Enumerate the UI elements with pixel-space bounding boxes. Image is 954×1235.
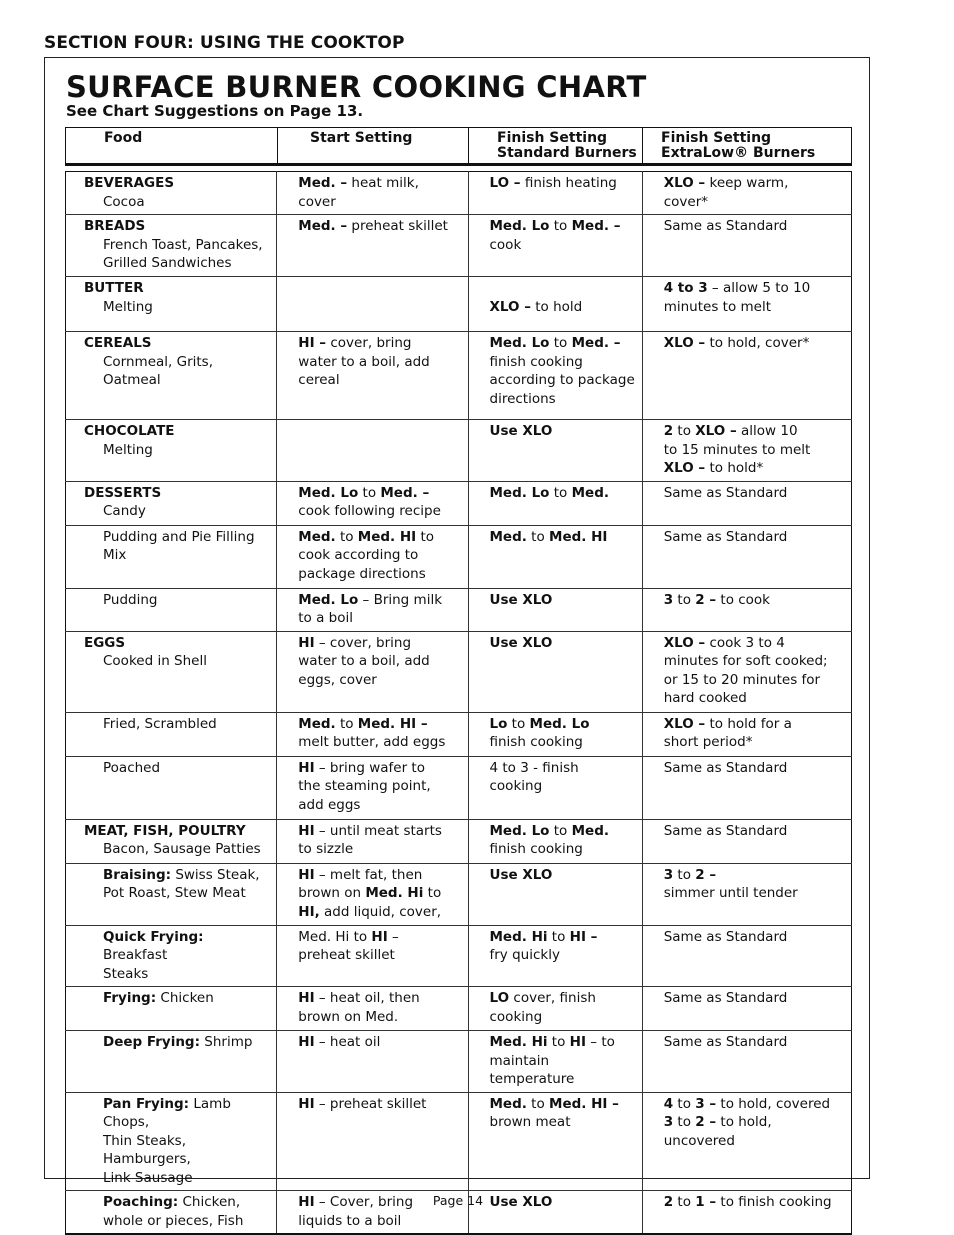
finish-extralow-cell: Same as Standard — [642, 215, 851, 277]
finish-extralow-cell: Same as Standard — [642, 525, 851, 588]
finish-standard-cell: Med. to Med. HI – brown meat — [468, 1092, 642, 1191]
start-setting-cell: Med. – heat milk, cover — [277, 172, 468, 215]
start-setting-cell: HI – until meat starts to sizzle — [277, 819, 468, 863]
finish-standard-cell: Use XLO — [468, 631, 642, 712]
finish-extralow-cell: Same as Standard — [642, 1031, 851, 1093]
start-setting-cell: Med. Hi to HI – preheat skillet — [277, 925, 468, 987]
chart-body — [66, 172, 852, 1235]
finish-extralow-cell: Same as Standard — [642, 819, 851, 863]
start-setting-cell: Med. – preheat skillet — [277, 215, 468, 277]
finish-extralow-cell: XLO – to hold, cover* — [642, 332, 851, 420]
finish-standard-cell: 4 to 3 - finish cooking — [468, 756, 642, 819]
table-row — [66, 863, 852, 925]
finish-extralow-cell: Same as Standard — [642, 925, 851, 987]
chart-title: SURFACE BURNER COOKING CHART — [66, 70, 647, 104]
food-cell: BEVERAGES Cocoa — [66, 172, 277, 215]
finish-standard-cell: Med. Hi to HI – to maintain temperature — [468, 1031, 642, 1093]
finish-standard-cell: LO – finish heating — [468, 172, 642, 215]
finish-standard-cell: Med. Lo to Med. — [468, 481, 642, 525]
table-row — [66, 712, 852, 756]
table-row — [66, 420, 852, 482]
finish-standard-cell: Lo to Med. Lo finish cooking — [468, 712, 642, 756]
table-header — [65, 127, 852, 166]
food-cell: Pudding and Pie Filling Mix — [66, 525, 277, 588]
start-setting-cell: HI – Cover, bring liquids to a boil — [277, 1191, 468, 1235]
finish-standard-cell: Use XLO — [468, 1191, 642, 1235]
header-food: Food — [104, 130, 143, 146]
finish-extralow-cell: 2 to 1 – to finish cooking — [642, 1191, 851, 1235]
header-start: Start Setting — [277, 128, 468, 164]
start-setting-cell: HI – melt fat, then brown on Med. Hi to HI, add liquid, cover, — [277, 863, 468, 925]
finish-standard-cell: Med. Lo to Med. finish cooking — [468, 819, 642, 863]
table-row — [66, 1092, 852, 1191]
food-cell: Pan Frying: Lamb Chops, Thin Steaks, Hamburgers, Link Sausage — [66, 1092, 277, 1191]
finish-standard-cell: Med. Lo to Med. – finish cooking according to package directions — [468, 332, 642, 420]
start-setting-cell — [277, 420, 468, 482]
finish-extralow-cell: 3 to 2 – to cook — [642, 588, 851, 631]
finish-extralow-cell: Same as Standard — [642, 756, 851, 819]
finish-extralow-cell: 4 to 3 – allow 5 to 10 minutes to melt — [642, 277, 851, 332]
table-row — [66, 332, 852, 420]
food-cell: Poached — [66, 756, 277, 819]
start-setting-cell: Med. Lo – Bring milk to a boil — [277, 588, 468, 631]
food-cell: CHOCOLATE Melting — [66, 420, 277, 482]
finish-standard-cell: Med. Hi to HI – fry quickly — [468, 925, 642, 987]
start-setting-cell: HI – bring wafer to the steaming point, add eggs — [277, 756, 468, 819]
finish-extralow-cell: Same as Standard — [642, 987, 851, 1031]
start-setting-cell: HI – heat oil — [277, 1031, 468, 1093]
start-setting-cell: HI – heat oil, then brown on Med. — [277, 987, 468, 1031]
food-cell: EGGS Cooked in Shell — [66, 631, 277, 712]
header-finish-extralow: Finish Setting ExtraLow® Burners — [642, 128, 851, 164]
start-setting-cell — [277, 277, 468, 332]
cooking-chart-table — [65, 171, 852, 1235]
table-row — [66, 631, 852, 712]
table-row — [66, 756, 852, 819]
finish-extralow-cell: 3 to 2 – simmer until tender — [642, 863, 851, 925]
start-setting-cell: Med. to Med. HI – melt butter, add eggs — [277, 712, 468, 756]
start-setting-cell: Med. Lo to Med. – cook following recipe — [277, 481, 468, 525]
table-row — [66, 1031, 852, 1093]
start-setting-cell: Med. to Med. HI to cook according to package directions — [277, 525, 468, 588]
food-cell: Deep Frying: Shrimp — [66, 1031, 277, 1093]
food-cell: Frying: Chicken — [66, 987, 277, 1031]
finish-standard-cell: XLO – to hold — [468, 277, 642, 332]
chart-subtitle: See Chart Suggestions on Page 13. — [66, 102, 364, 120]
finish-extralow-cell: XLO – cook 3 to 4 minutes for soft cooked; or 15 to 20 minutes for hard cooked — [642, 631, 851, 712]
page-number: Page 14 — [432, 1193, 484, 1208]
finish-extralow-cell: 4 to 3 – to hold, covered 3 to 2 – to hold, uncovered — [642, 1092, 851, 1191]
finish-extralow-cell: Same as Standard — [642, 481, 851, 525]
food-cell: BREADS French Toast, Pancakes, Grilled Sandwiches — [66, 215, 277, 277]
table-row — [66, 588, 852, 631]
start-setting-cell: HI – preheat skillet — [277, 1092, 468, 1191]
start-setting-cell: HI – cover, bring water to a boil, add eggs, cover — [277, 631, 468, 712]
finish-standard-cell: Use XLO — [468, 863, 642, 925]
finish-standard-cell: Use XLO — [468, 420, 642, 482]
food-cell: Pudding — [66, 588, 277, 631]
table-row — [66, 525, 852, 588]
section-title: SECTION FOUR: USING THE COOKTOP — [44, 33, 405, 53]
table-row — [66, 925, 852, 987]
finish-standard-cell: Med. to Med. HI — [468, 525, 642, 588]
food-cell: MEAT, FISH, POULTRY Bacon, Sausage Patties — [66, 819, 277, 863]
table-row — [66, 819, 852, 863]
finish-extralow-cell: 2 to XLO – allow 10 to 15 minutes to melt XLO – to hold* — [642, 420, 851, 482]
table-row — [66, 481, 852, 525]
start-setting-cell: HI – cover, bring water to a boil, add cereal — [277, 332, 468, 420]
table-row — [66, 277, 852, 332]
finish-extralow-cell: XLO – to hold for a short period* — [642, 712, 851, 756]
food-cell: DESSERTS Candy — [66, 481, 277, 525]
table-row — [66, 215, 852, 277]
food-cell: Fried, Scrambled — [66, 712, 277, 756]
table-row — [66, 987, 852, 1031]
finish-standard-cell: Use XLO — [468, 588, 642, 631]
header-finish-standard: Finish Setting Standard Burners — [468, 128, 642, 164]
table-row — [66, 172, 852, 215]
finish-extralow-cell: XLO – keep warm, cover* — [642, 172, 851, 215]
food-cell: CEREALS Cornmeal, Grits, Oatmeal — [66, 332, 277, 420]
food-cell: Quick Frying: Breakfast Steaks — [66, 925, 277, 987]
food-cell: Braising: Swiss Steak, Pot Roast, Stew Meat — [66, 863, 277, 925]
food-cell: BUTTER Melting — [66, 277, 277, 332]
finish-standard-cell: Med. Lo to Med. – cook — [468, 215, 642, 277]
food-cell: Poaching: Chicken, whole or pieces, Fish — [66, 1191, 277, 1235]
finish-standard-cell: LO cover, finish cooking — [468, 987, 642, 1031]
